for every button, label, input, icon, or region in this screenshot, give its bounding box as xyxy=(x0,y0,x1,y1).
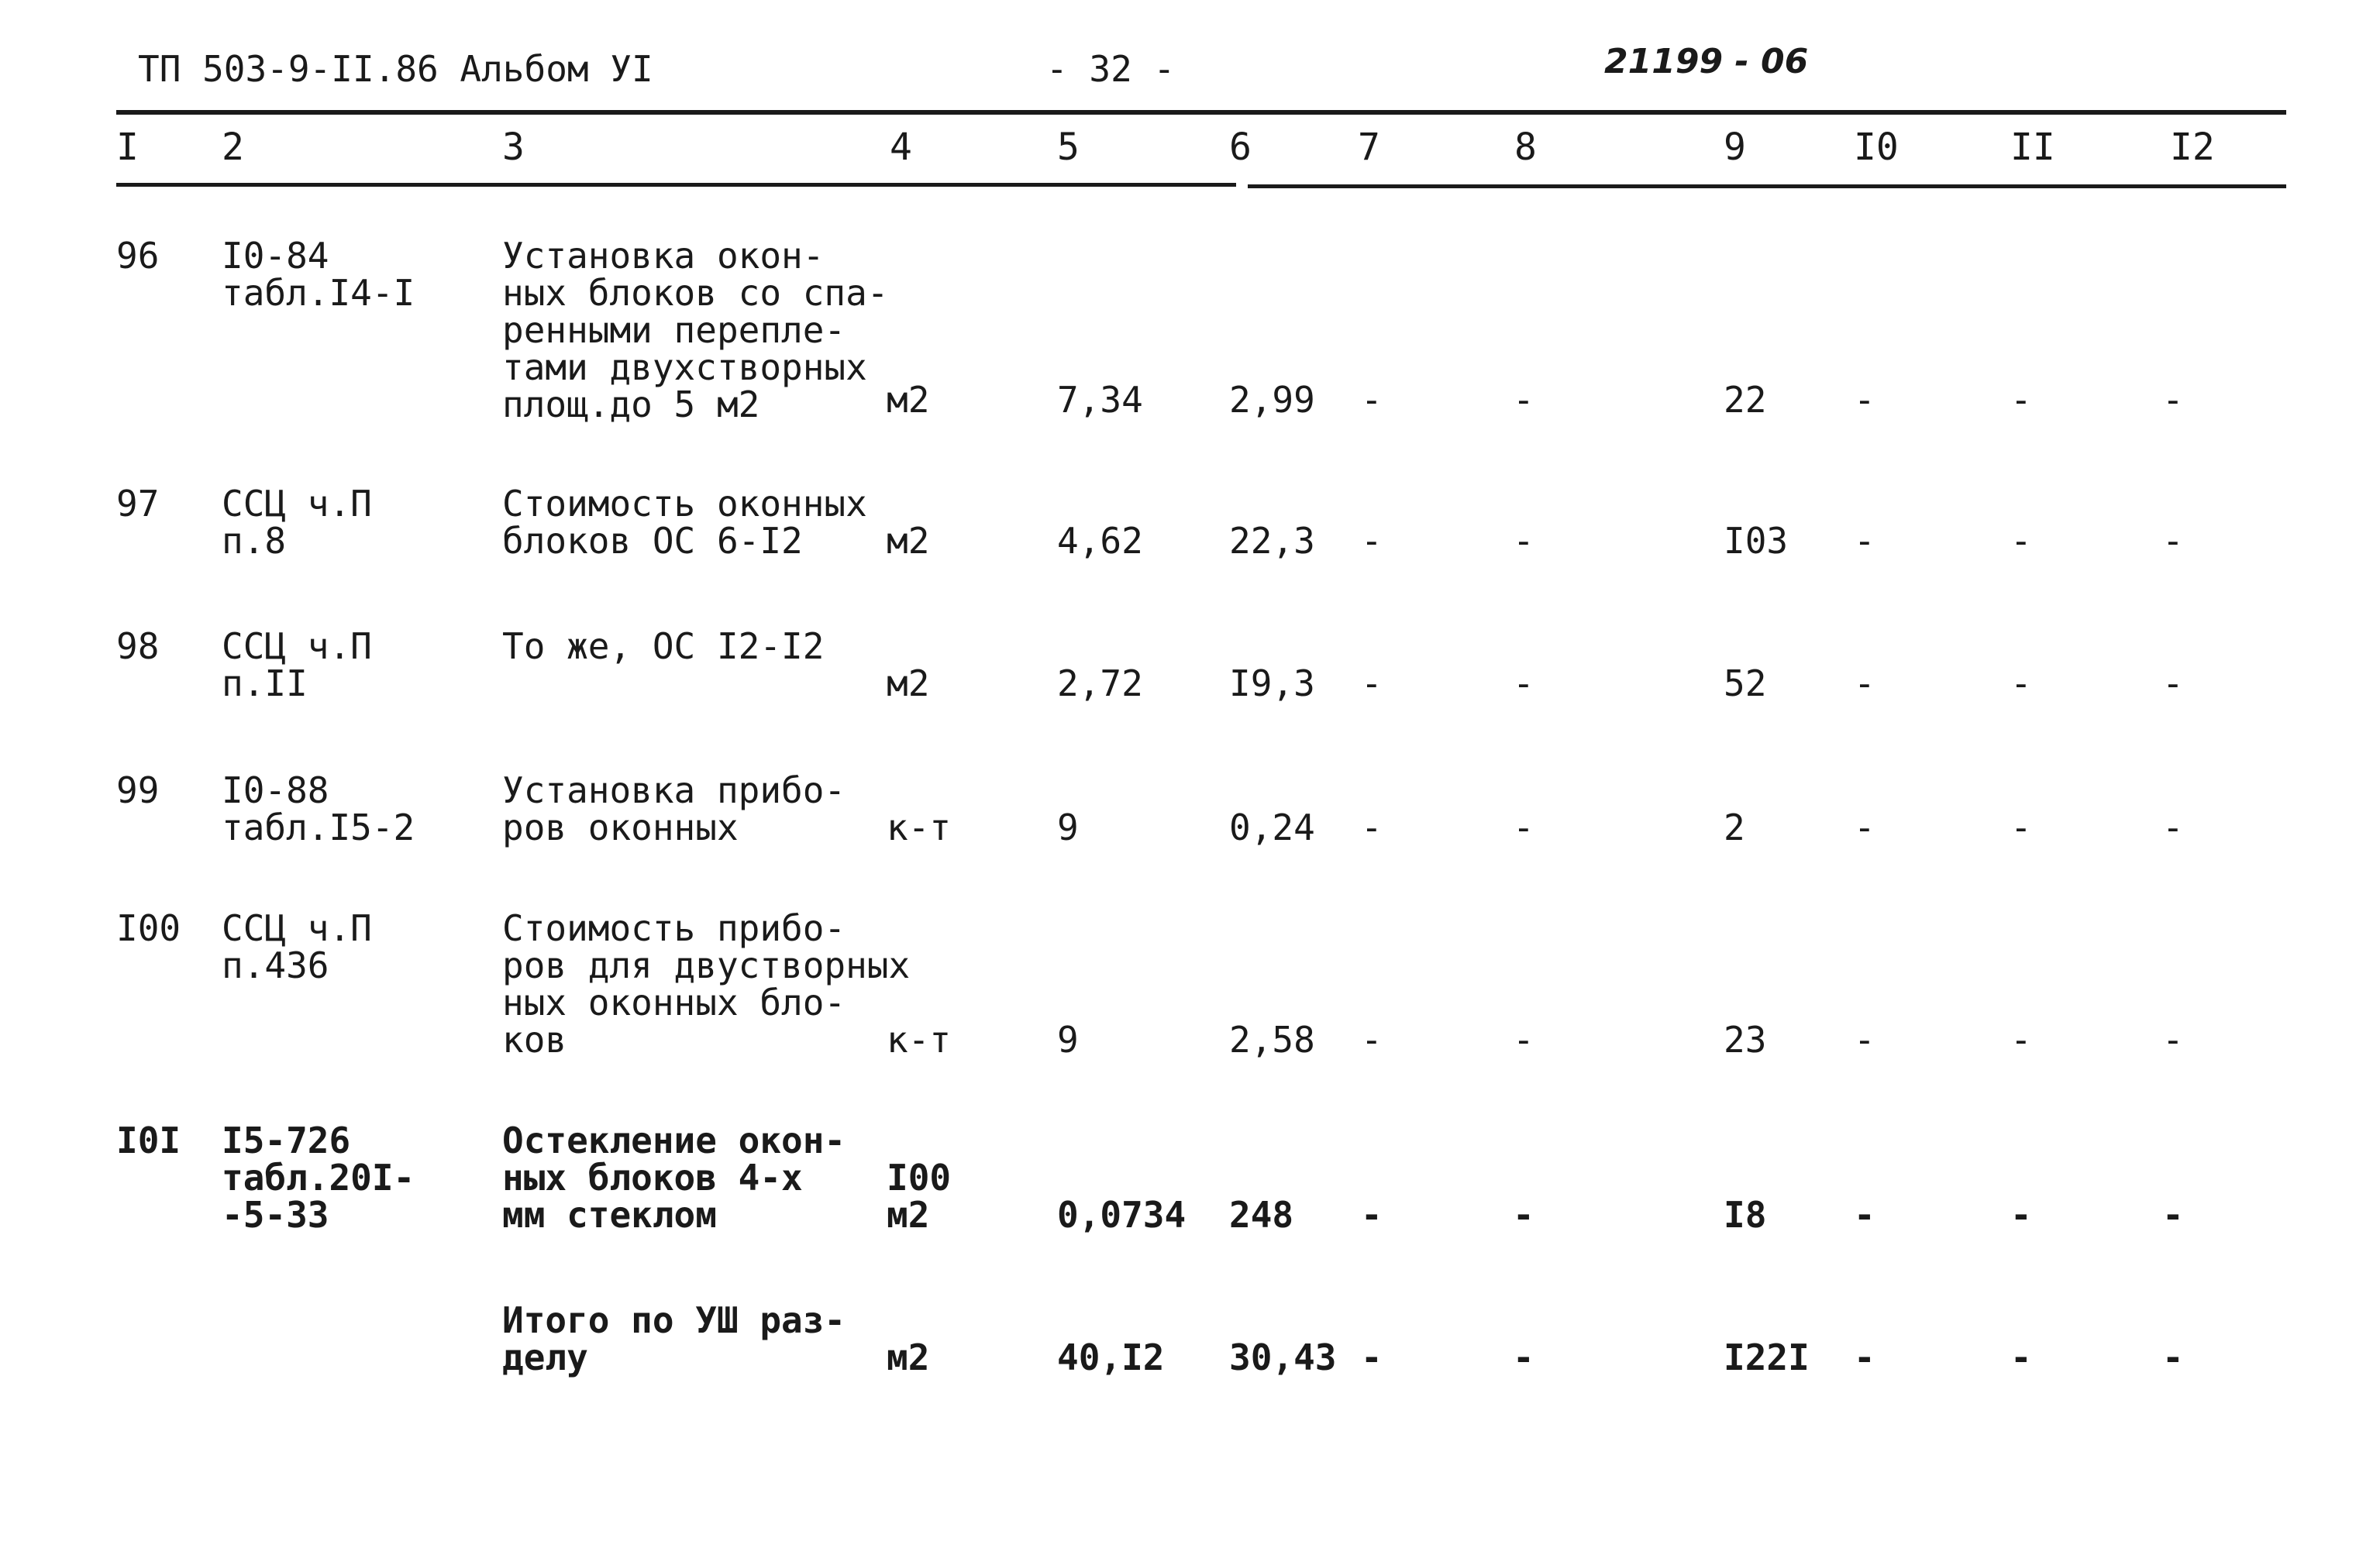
row-col9: 23 xyxy=(1724,1019,1767,1061)
row-col11: - xyxy=(2010,1194,2032,1236)
row-code: ССЦ ч.П п.8 xyxy=(222,483,372,562)
row-col6: 2,99 xyxy=(1229,379,1315,421)
row-col10: - xyxy=(1854,520,1875,562)
row-number: 97 xyxy=(116,483,160,525)
row-col11: - xyxy=(2010,520,2032,562)
row-col8: - xyxy=(1513,1194,1534,1236)
column-header-10: I0 xyxy=(1854,126,1899,169)
row-col12: - xyxy=(2162,379,2184,421)
row-col7: - xyxy=(1361,520,1383,562)
total-row-col12: - xyxy=(2162,1337,2184,1378)
row-unit: м2 xyxy=(887,520,930,562)
row-col9: 22 xyxy=(1724,379,1767,421)
total-row-col8: - xyxy=(1513,1337,1534,1378)
row-code: ССЦ ч.П п.436 xyxy=(222,907,372,986)
row-code: I0-84 табл.I4-I xyxy=(222,235,415,314)
column-header-2: 2 xyxy=(222,126,244,169)
row-col8: - xyxy=(1513,662,1534,704)
row-col6: 2,58 xyxy=(1229,1019,1315,1061)
total-row-col9: I22I xyxy=(1724,1337,1810,1378)
table-top-rule xyxy=(116,110,2286,115)
total-row-col11: - xyxy=(2010,1337,2032,1378)
row-col10: - xyxy=(1854,807,1875,848)
row-col8: - xyxy=(1513,520,1534,562)
document-stamp-number: 21199 - 06 xyxy=(1604,42,1809,81)
row-col10: - xyxy=(1854,1194,1875,1236)
total-row-col6: 30,43 xyxy=(1229,1337,1337,1378)
row-number: 99 xyxy=(116,769,160,811)
row-unit: к-т xyxy=(887,807,952,848)
row-col9: I8 xyxy=(1724,1194,1767,1236)
column-header-1: I xyxy=(116,126,139,169)
row-name: Установка прибо- ров оконных xyxy=(502,769,846,848)
row-code: ССЦ ч.П п.II xyxy=(222,625,372,704)
column-header-3: 3 xyxy=(502,126,525,169)
row-col9: 52 xyxy=(1724,662,1767,704)
row-number: I0I xyxy=(116,1120,181,1161)
row-col10: - xyxy=(1854,1019,1875,1061)
row-col7: - xyxy=(1361,807,1383,848)
total-row-name: Итого по УШ раз- делу xyxy=(502,1299,846,1378)
row-col10: - xyxy=(1854,662,1875,704)
column-header-9: 9 xyxy=(1724,126,1746,169)
row-col6: I9,3 xyxy=(1229,662,1315,704)
row-col5: 9 xyxy=(1057,807,1079,848)
row-col7: - xyxy=(1361,1019,1383,1061)
document-header-title: ТП 503-9-II.86 Альбом УI xyxy=(138,48,653,90)
row-col5: 2,72 xyxy=(1057,662,1143,704)
table-header-rule-left xyxy=(116,183,1236,187)
row-col11: - xyxy=(2010,807,2032,848)
row-col6: 248 xyxy=(1229,1194,1294,1236)
row-col12: - xyxy=(2162,1194,2184,1236)
row-col11: - xyxy=(2010,1019,2032,1061)
row-col12: - xyxy=(2162,807,2184,848)
total-row-col5: 40,I2 xyxy=(1057,1337,1165,1378)
row-unit: м2 xyxy=(887,662,930,704)
row-col6: 22,3 xyxy=(1229,520,1315,562)
row-col8: - xyxy=(1513,1019,1534,1061)
row-col5: 7,34 xyxy=(1057,379,1143,421)
row-col5: 0,0734 xyxy=(1057,1194,1187,1236)
row-col6: 0,24 xyxy=(1229,807,1315,848)
row-number: 98 xyxy=(116,625,160,667)
row-name: Стоимость прибо- ров для двустворных ных оконных бло- ков xyxy=(502,907,911,1061)
row-col12: - xyxy=(2162,662,2184,704)
column-header-11: II xyxy=(2010,126,2055,169)
page-number: - 32 - xyxy=(1046,48,1176,90)
row-col10: - xyxy=(1854,379,1875,421)
column-header-6: 6 xyxy=(1229,126,1252,169)
row-unit: I00 м2 xyxy=(887,1157,952,1236)
row-unit: к-т xyxy=(887,1019,952,1061)
row-col9: I03 xyxy=(1724,520,1789,562)
row-col11: - xyxy=(2010,379,2032,421)
column-header-4: 4 xyxy=(890,126,912,169)
row-col12: - xyxy=(2162,520,2184,562)
row-col8: - xyxy=(1513,379,1534,421)
column-header-7: 7 xyxy=(1358,126,1380,169)
row-name: Стоимость оконных блоков ОС 6-I2 xyxy=(502,483,867,562)
row-col5: 9 xyxy=(1057,1019,1079,1061)
row-col7: - xyxy=(1361,1194,1383,1236)
row-code: I5-726 табл.20I- -5-33 xyxy=(222,1120,415,1236)
column-header-12: I2 xyxy=(2170,126,2215,169)
row-name: То же, ОС I2-I2 xyxy=(502,625,825,667)
column-header-8: 8 xyxy=(1514,126,1537,169)
table-header-rule-right xyxy=(1248,184,2286,188)
row-col9: 2 xyxy=(1724,807,1745,848)
row-number: 96 xyxy=(116,235,160,277)
row-number: I00 xyxy=(116,907,181,949)
total-row-col10: - xyxy=(1854,1337,1875,1378)
total-row-unit: м2 xyxy=(887,1337,930,1378)
row-unit: м2 xyxy=(887,379,930,421)
row-col8: - xyxy=(1513,807,1534,848)
row-col7: - xyxy=(1361,662,1383,704)
column-header-5: 5 xyxy=(1057,126,1080,169)
row-col12: - xyxy=(2162,1019,2184,1061)
total-row-col7: - xyxy=(1361,1337,1383,1378)
row-name: Остекление окон- ных блоков 4-х мм стеклом xyxy=(502,1120,846,1236)
row-name: Установка окон- ных блоков со спа- ренными перепле- тами двухстворных площ.до 5 м2 xyxy=(502,235,889,425)
row-col5: 4,62 xyxy=(1057,520,1143,562)
row-col7: - xyxy=(1361,379,1383,421)
row-code: I0-88 табл.I5-2 xyxy=(222,769,415,848)
row-col11: - xyxy=(2010,662,2032,704)
